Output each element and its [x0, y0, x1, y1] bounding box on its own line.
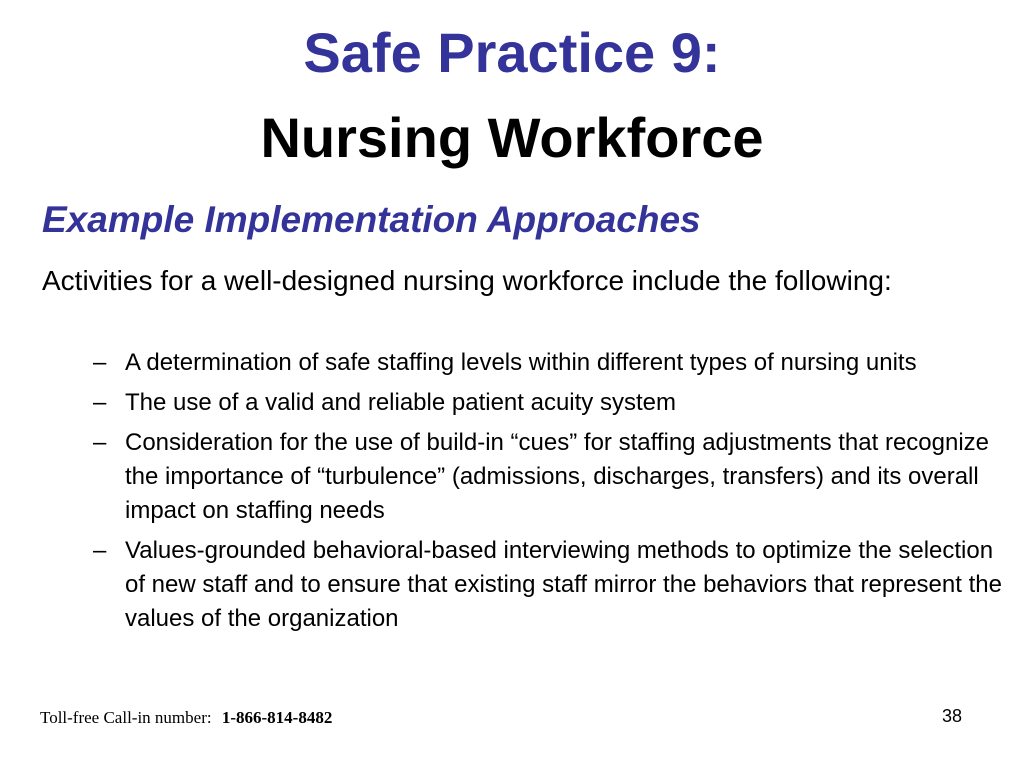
bullet-text: Consideration for the use of build-in “cues” for staffing adjustments that recognize the importance of “turbulence” (admissions, discharges, transfers) and its overall impact on staffing needs [125, 429, 990, 524]
bullet-item-interviewing [93, 534, 1003, 636]
page-number: 38 [941, 706, 962, 726]
slide-subtitle: Nursing Workforce [260, 106, 764, 169]
dash-icon: – [93, 537, 107, 564]
bullet-item-staffing-levels [93, 346, 1003, 380]
dash-icon: – [93, 389, 107, 416]
footer-label: Toll-free Call-in number: [40, 708, 212, 727]
slide-title: Safe Practice 9: [303, 21, 721, 84]
intro-paragraph: Activities for a well-designed nursing workforce include the following: [42, 265, 892, 296]
footer-phone-number: 1-866-814-8482 [221, 708, 333, 727]
section-heading: Example Implementation Approaches [42, 199, 701, 240]
bullet-text: A determination of safe staffing levels within different types of nursing units [125, 349, 917, 376]
dash-icon: – [93, 429, 107, 456]
bullet-text: Values-grounded behavioral-based interviewing methods to optimize the selection of new staff and to ensure that existing staff mirror the behaviors that represent the values of the organization [125, 537, 1002, 632]
footer-call-in [40, 708, 332, 728]
bullet-item-staffing-cues [93, 426, 1003, 528]
bullet-item-acuity-system [93, 386, 1003, 420]
bullet-list [93, 346, 1003, 642]
bullet-text: The use of a valid and reliable patient acuity system [125, 389, 676, 416]
dash-icon: – [93, 349, 107, 376]
